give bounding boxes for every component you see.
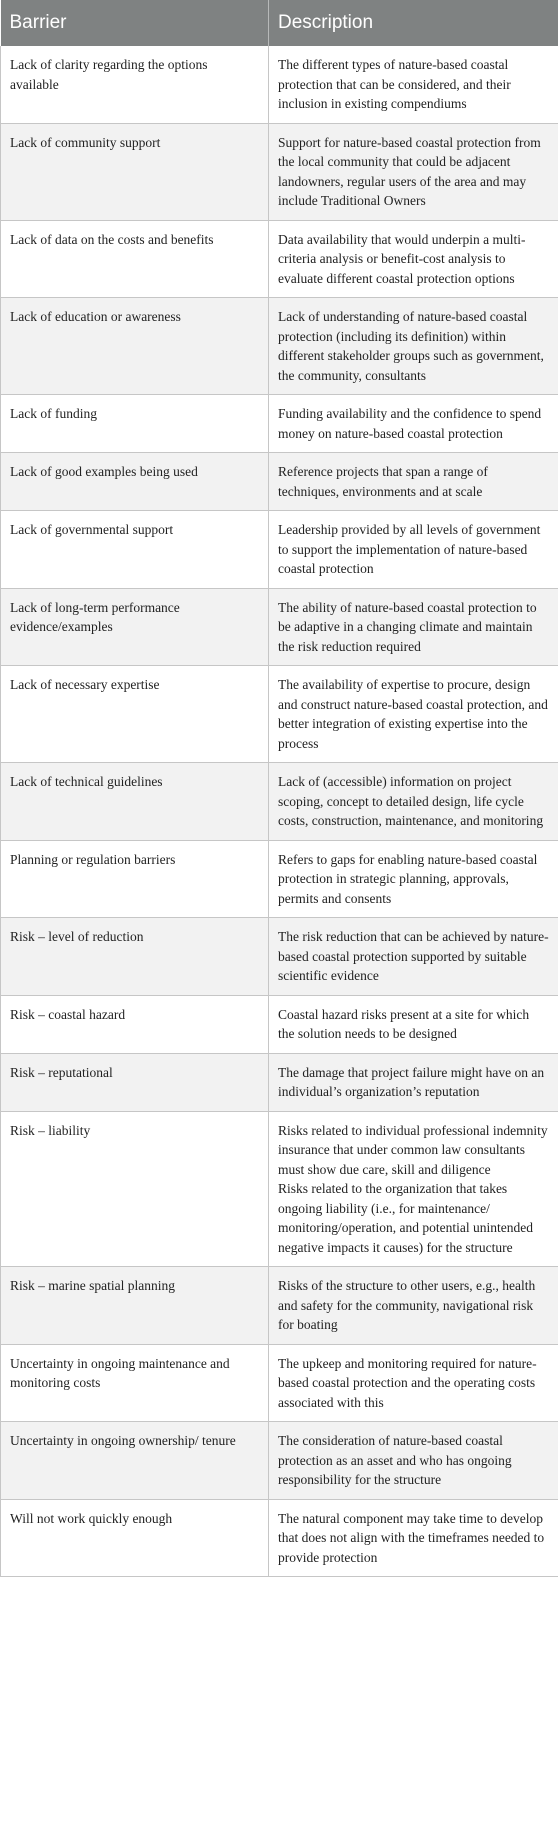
description-text: Data availability that would underpin a multi-criteria analysis or benefit-cost analysis to evaluate different coastal protection options [278, 231, 526, 286]
barrier-cell: Uncertainty in ongoing ownership/ tenure [1, 1422, 269, 1500]
barrier-cell: Lack of governmental support [1, 511, 269, 589]
description-cell [269, 1499, 558, 1577]
barrier-cell: Lack of education or awareness [1, 298, 269, 395]
table-row [1, 123, 558, 220]
description-cell [269, 840, 558, 918]
table-row [1, 995, 558, 1053]
description-cell [269, 1422, 558, 1500]
description-text: Leadership provided by all levels of government to support the implementation of nature-based coastal protection [278, 522, 541, 576]
table-body [1, 46, 558, 1577]
description-text: The consideration of nature-based coastal protection as an asset and who has ongoing responsibility for the structure [278, 1433, 512, 1487]
description-text: Funding availability and the confidence to spend money on nature-based coastal protection [278, 406, 542, 441]
description-cell [269, 298, 558, 395]
description-cell [269, 1267, 558, 1345]
header-row [1, 0, 558, 46]
barrier-cell: Lack of community support [1, 123, 269, 220]
barrier-cell: Lack of technical guidelines [1, 763, 269, 841]
barrier-cell: Lack of data on the costs and benefits [1, 220, 269, 298]
table-row [1, 1344, 558, 1422]
table-row [1, 840, 558, 918]
description-cell [269, 511, 558, 589]
barrier-cell: Lack of good examples being used [1, 453, 269, 511]
barrier-cell: Risk – liability [1, 1111, 269, 1267]
description-text: Risks of the structure to other users, e.g., health and safety for the community, navigational risk for boating [278, 1278, 536, 1332]
description-text: Lack of understanding of nature-based coastal protection (including its definition) within different stakeholder groups such as government, the community, consultants [278, 309, 544, 383]
description-text: Refers to gaps for enabling nature-based coastal protection in strategic planning, approvals, permits and consents [278, 851, 538, 906]
description-text: The natural component may take time to develop that does not align with the timeframes needed to provide protection [278, 1510, 545, 1565]
description-cell [269, 1111, 558, 1267]
table-row [1, 298, 558, 395]
column-header-barrier: Barrier [1, 0, 269, 46]
description-cell [269, 666, 558, 763]
description-text: The availability of expertise to procure, design and construct nature-based coastal protection, and better integration of existing expertise into the process [278, 677, 548, 751]
description-text: The upkeep and monitoring required for nature-based coastal protection and the operating costs associated with this [278, 1355, 537, 1410]
barrier-cell: Risk – coastal hazard [1, 995, 269, 1053]
barrier-cell: Risk – reputational [1, 1053, 269, 1111]
description-text: The ability of nature-based coastal protection to be adaptive in a changing climate and maintain the risk reduction required [278, 599, 537, 654]
description-text: Risks related to the organization that takes ongoing liability (i.e., for maintenance/ monitoring/operation, and potential unintended negative impacts it causes) for the structure [278, 1181, 533, 1255]
table-row [1, 666, 558, 763]
table-row [1, 918, 558, 996]
barrier-cell: Risk – marine spatial planning [1, 1267, 269, 1345]
description-text: Risks related to individual professional indemnity insurance that under common law consultants must show due care, skill and diligence [278, 1122, 548, 1177]
barrier-cell: Planning or regulation barriers [1, 840, 269, 918]
description-cell [269, 220, 558, 298]
description-cell [269, 123, 558, 220]
description-text: Support for nature-based coastal protection from the local community that could be adjacent landowners, regular users of the area and may include Traditional Owners [278, 134, 541, 208]
description-cell [269, 1053, 558, 1111]
description-cell [269, 995, 558, 1053]
table-row [1, 46, 558, 123]
description-cell [269, 763, 558, 841]
table-row [1, 763, 558, 841]
description-text: Coastal hazard risks present at a site for which the solution needs to be designed [278, 1006, 530, 1041]
description-text: Lack of (accessible) information on project scoping, concept to detailed design, life cycle costs, construction, maintenance, and monitoring [278, 774, 544, 828]
description-cell [269, 395, 558, 453]
barrier-cell: Lack of necessary expertise [1, 666, 269, 763]
description-text: The different types of nature-based coastal protection that can be considered, and their inclusion in existing compendiums [278, 57, 511, 111]
description-text: The risk reduction that can be achieved by nature-based coastal protection supported by suitable scientific evidence [278, 929, 549, 983]
table-row [1, 395, 558, 453]
description-cell [269, 588, 558, 666]
table-header [1, 0, 558, 46]
table-row [1, 1422, 558, 1500]
table-row [1, 1267, 558, 1345]
column-header-description: Description [269, 0, 558, 46]
table-row [1, 511, 558, 589]
description-text: Reference projects that span a range of techniques, environments and at scale [278, 464, 488, 499]
barrier-cell: Lack of clarity regarding the options available [1, 46, 269, 123]
table-row [1, 1499, 558, 1577]
table-row [1, 1053, 558, 1111]
table-row [1, 453, 558, 511]
table-row [1, 588, 558, 666]
table-row [1, 220, 558, 298]
description-cell [269, 453, 558, 511]
description-cell [269, 918, 558, 996]
description-text: The damage that project failure might have on an individual’s organization’s reputation [278, 1064, 545, 1099]
description-cell [269, 46, 558, 123]
table-row [1, 1111, 558, 1267]
barrier-cell: Lack of funding [1, 395, 269, 453]
barrier-cell: Lack of long-term performance evidence/examples [1, 588, 269, 666]
barrier-cell: Will not work quickly enough [1, 1499, 269, 1577]
description-cell [269, 1344, 558, 1422]
barrier-cell: Risk – level of reduction [1, 918, 269, 996]
barrier-cell: Uncertainty in ongoing maintenance and monitoring costs [1, 1344, 269, 1422]
